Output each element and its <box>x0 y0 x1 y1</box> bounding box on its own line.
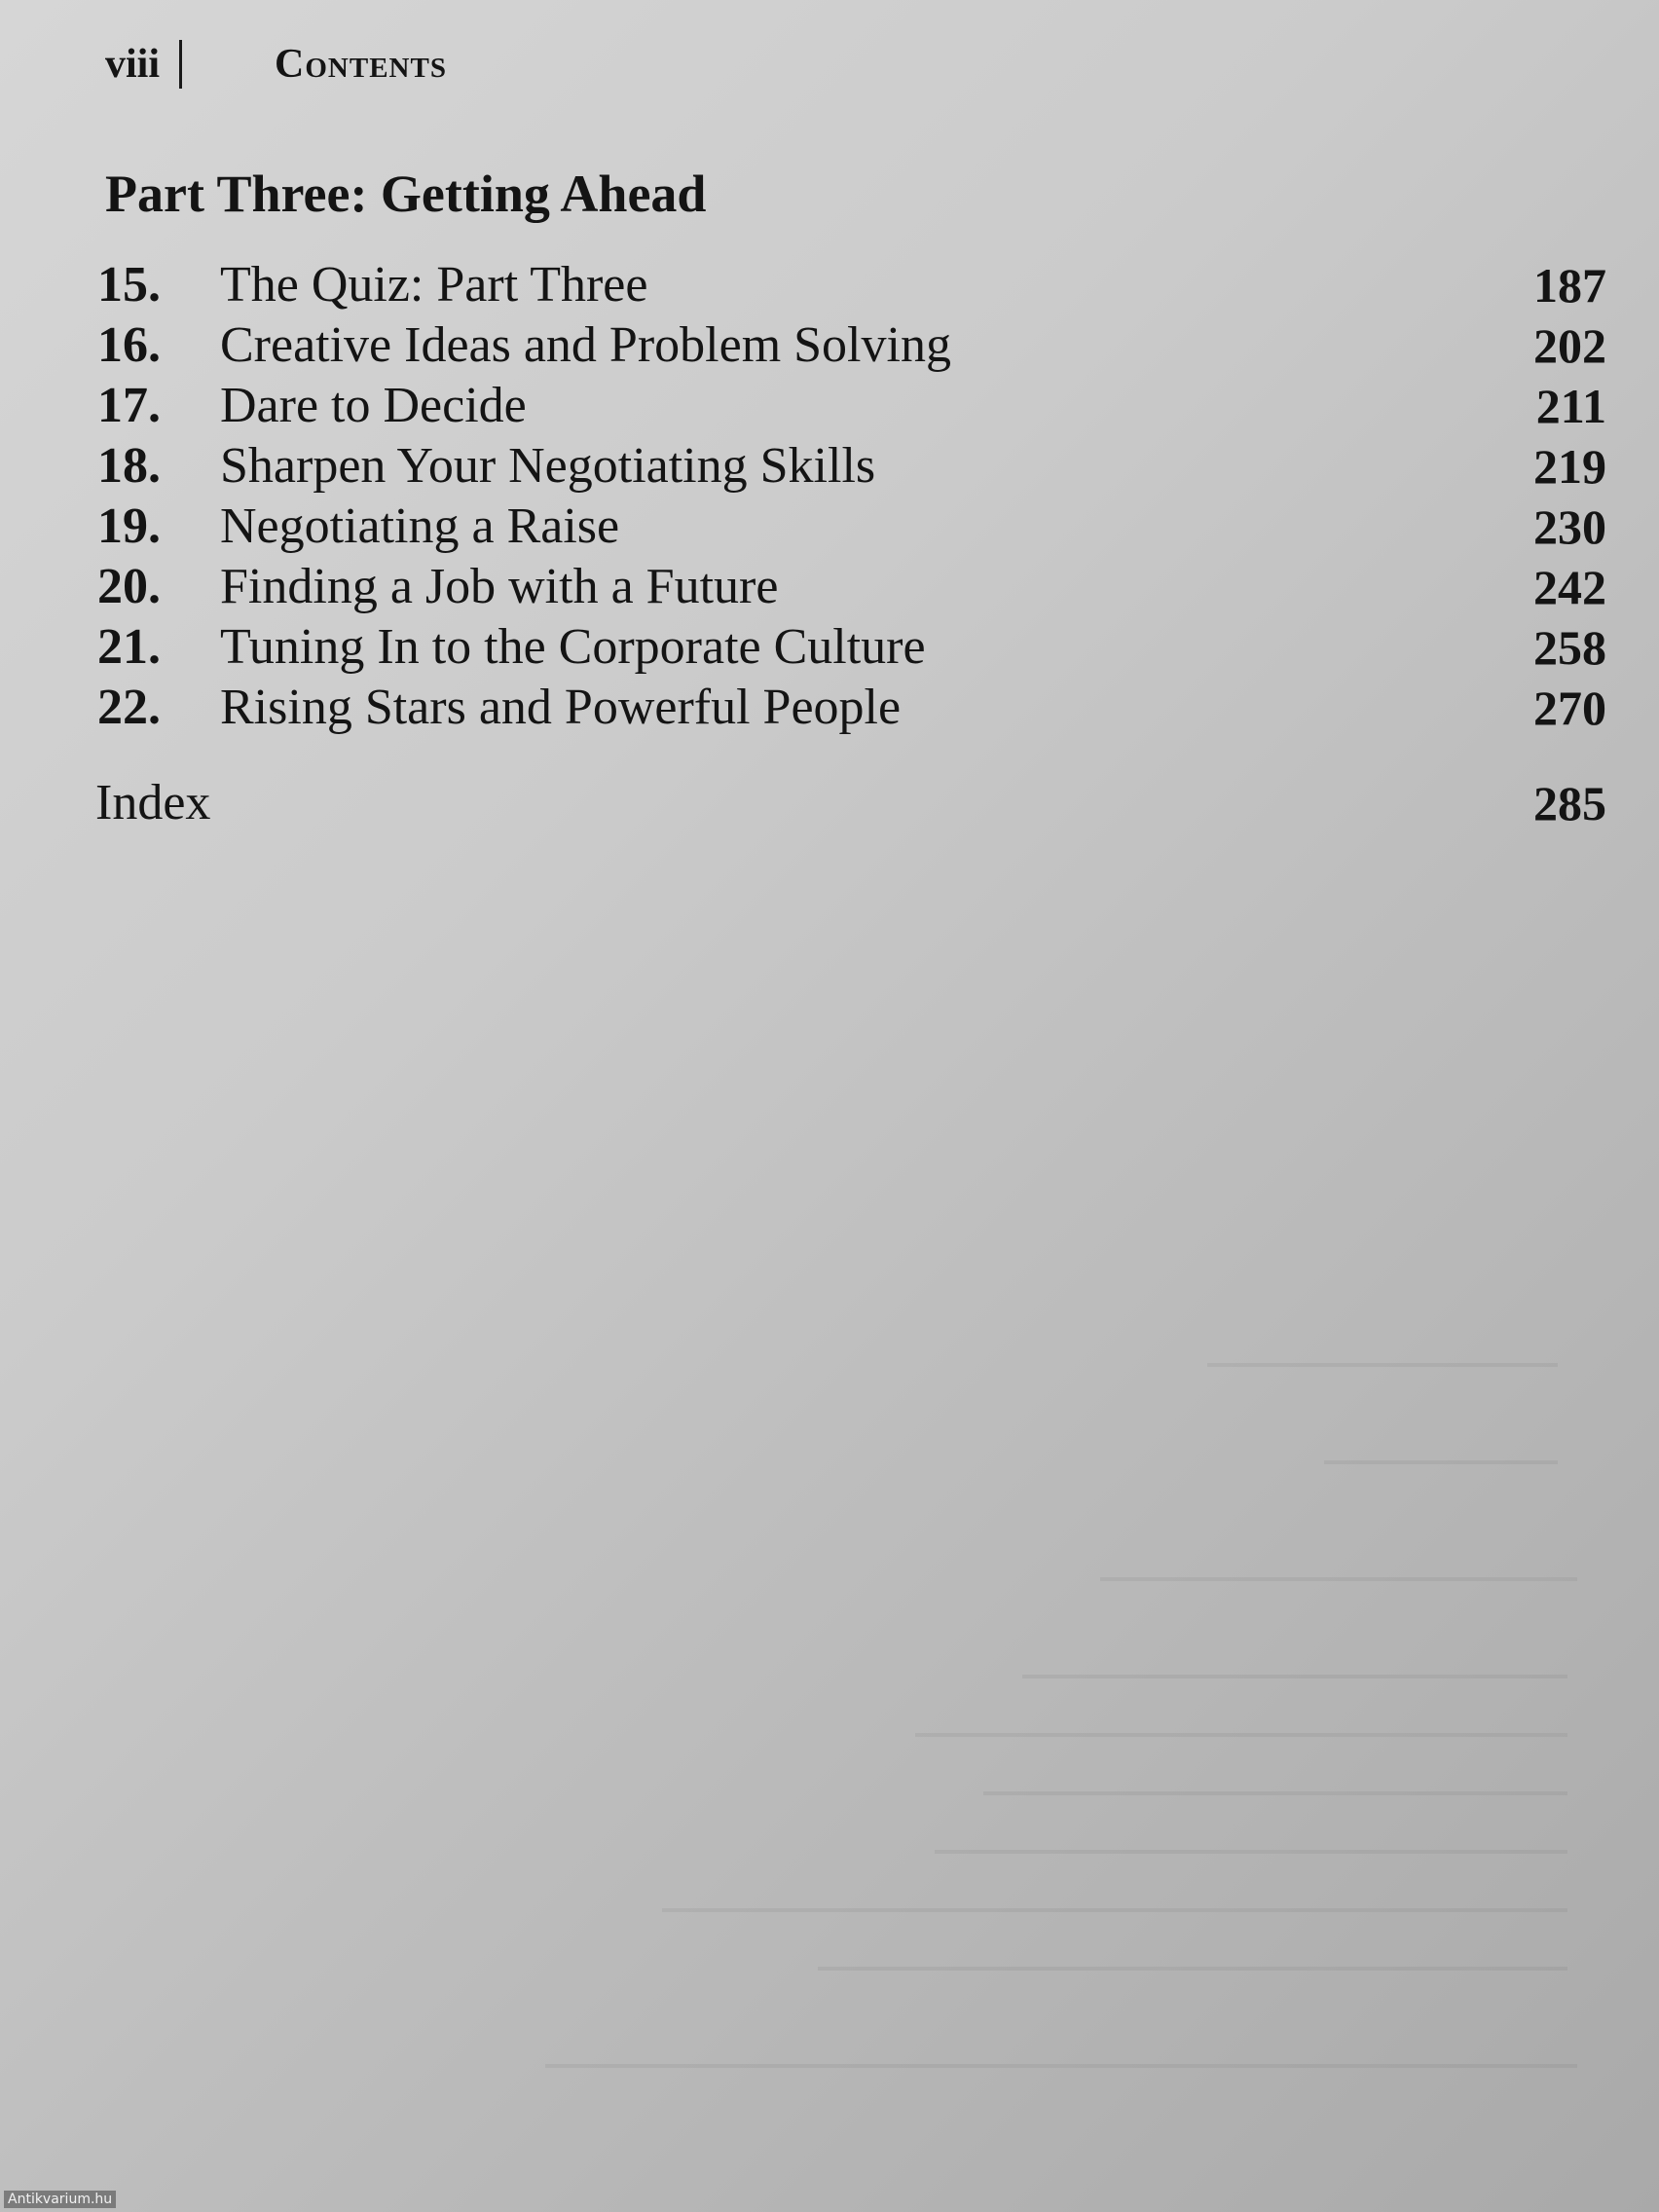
show-through-decoration <box>818 1928 1567 1971</box>
chapter-number: 16. <box>97 317 161 373</box>
chapter-title: Negotiating a Raise <box>220 498 620 554</box>
show-through-decoration <box>1100 1538 1577 1581</box>
toc-entry <box>97 678 1606 738</box>
chapter-page: 230 <box>1533 499 1606 554</box>
watermark: Antikvarium.hu <box>4 2191 116 2208</box>
chapter-title: Finding a Job with a Future <box>220 559 779 614</box>
index-entry <box>95 769 1606 837</box>
toc-entry <box>97 315 1606 376</box>
chapter-page: 187 <box>1533 258 1606 313</box>
show-through-decoration <box>1022 1636 1567 1678</box>
page-number: viii <box>105 42 161 87</box>
chapter-title: Sharpen Your Negotiating Skills <box>220 438 876 494</box>
header-divider <box>179 40 182 89</box>
chapter-title: Creative Ideas and Problem Solving <box>220 317 951 373</box>
chapter-page: 211 <box>1535 379 1606 433</box>
chapter-title: Dare to Decide <box>220 378 527 433</box>
chapter-page: 258 <box>1533 620 1606 675</box>
chapter-number: 22. <box>97 680 161 735</box>
chapter-title: Tuning In to the Corporate Culture <box>220 619 926 675</box>
index-label: Index <box>95 775 211 830</box>
part-heading: Part Three: Getting Ahead <box>105 165 707 223</box>
toc-entry <box>97 376 1606 436</box>
show-through-decoration <box>545 2025 1577 2068</box>
toc-entry <box>97 255 1606 315</box>
chapter-number: 19. <box>97 498 161 554</box>
chapter-page: 202 <box>1533 318 1606 373</box>
chapter-number: 15. <box>97 257 161 313</box>
chapter-number: 21. <box>97 619 161 675</box>
chapter-page: 242 <box>1533 560 1606 614</box>
chapter-number: 20. <box>97 559 161 614</box>
header-title: Contents <box>275 42 447 87</box>
show-through-decoration <box>1324 1421 1558 1464</box>
chapter-title: Rising Stars and Powerful People <box>220 680 902 735</box>
show-through-decoration <box>983 1752 1567 1795</box>
chapter-number: 18. <box>97 438 161 494</box>
show-through-decoration <box>935 1811 1567 1854</box>
chapter-title: The Quiz: Part Three <box>220 257 648 313</box>
index-page: 285 <box>1533 776 1606 830</box>
chapter-page: 270 <box>1533 681 1606 735</box>
show-through-decoration <box>1207 1324 1558 1367</box>
running-header <box>105 35 447 93</box>
toc-entry <box>97 617 1606 678</box>
toc-entry <box>97 497 1606 557</box>
show-through-decoration <box>662 1869 1567 1912</box>
chapter-page: 219 <box>1533 439 1606 494</box>
show-through-decoration <box>915 1694 1567 1737</box>
toc-entry <box>97 557 1606 617</box>
toc-entry <box>97 436 1606 497</box>
chapter-list <box>97 255 1606 738</box>
chapter-number: 17. <box>97 378 161 433</box>
